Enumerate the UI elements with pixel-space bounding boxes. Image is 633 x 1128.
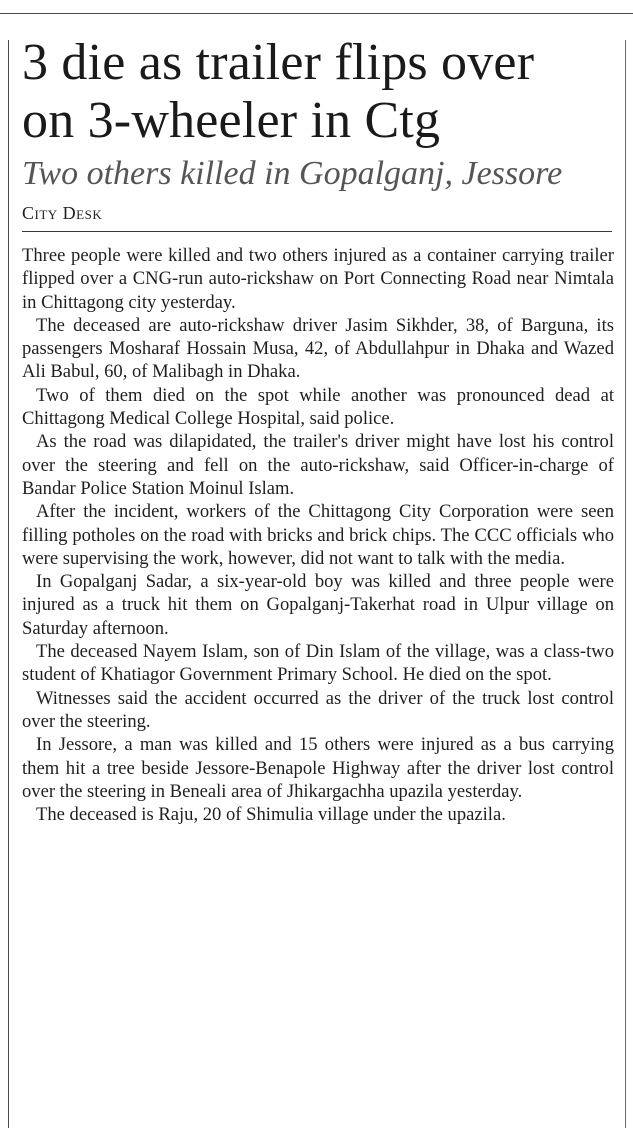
paragraph: The deceased are auto-rickshaw driver Jasim Sikhder, 38, of Barguna, its passengers Mosharaf Hossain Musa, 42, of Abdullahpur in Dhaka and Wazed Ali Babul, 60, of Malibagh in Dhaka. <box>22 314 614 383</box>
paragraph: Witnesses said the accident occurred as the driver of the truck lost control over the steering. <box>22 687 614 732</box>
paragraph: Two of them died on the spot while another was pronounced dead at Chittagong Medical College Hospital, said police. <box>22 384 614 430</box>
paragraph: Three people were killed and two others injured as a container carrying trailer flipped over a CNG-run auto-rickshaw on Port Connecting Road near Nimtala in Chittagong city yesterday. <box>22 245 614 313</box>
paragraph: As the road was dilapidated, the trailer's driver might have lost his control over the steering and fell on the auto-rickshaw, said Officer-in-charge of Bandar Police Station Moinul Islam. <box>22 431 614 499</box>
headline-line-1: 3 die as trailer flips over <box>22 34 535 91</box>
article-body <box>22 244 614 826</box>
news-article <box>22 34 614 826</box>
paragraph: In Jessore, a man was killed and 15 others were injured as a bus carrying them hit a tree beside Jessore-Benapole Highway after the driver lost control over the steering in Beneali area of Jhikargachha upazila yesterday. <box>22 734 614 802</box>
headline-line-2: on 3-wheeler in Ctg <box>22 92 441 149</box>
headline <box>22 34 614 150</box>
byline: City Desk <box>22 203 103 223</box>
byline-divider <box>22 231 612 232</box>
paragraph: The deceased Nayem Islam, son of Din Islam of the village, was a class-two student of Khatiagor Government Primary School. He died on the spot. <box>22 641 614 686</box>
paragraph: In Gopalganj Sadar, a six-year-old boy was killed and three people were injured as a truck hit them on Gopalganj-Takerhat road in Ulpur village on Saturday afternoon. <box>22 571 614 639</box>
subheadline: Two others killed in Gopalganj, Jessore <box>22 155 563 192</box>
top-rule <box>0 13 633 14</box>
paragraph: After the incident, workers of the Chittagong City Corporation were seen filling potholes on the road with bricks and brick chips. The CCC officials who were supervising the work, however, did not want to talk with the media. <box>22 501 614 569</box>
left-column-rule <box>8 40 9 1128</box>
paragraph: The deceased is Raju, 20 of Shimulia village under the upazila. <box>36 804 506 826</box>
right-column-rule <box>625 40 626 1128</box>
